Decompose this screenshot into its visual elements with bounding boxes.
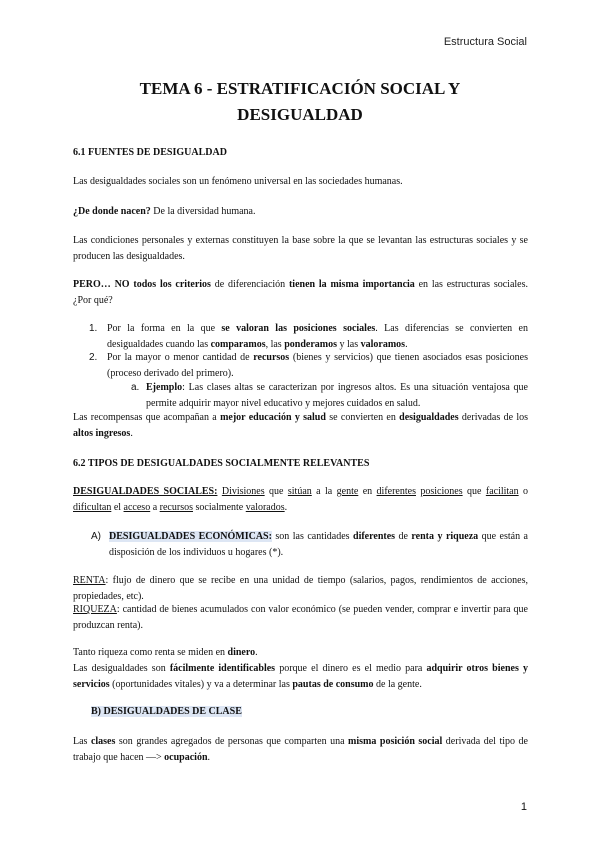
paragraph-2 bbox=[73, 204, 528, 220]
title-line-1: TEMA 6 - ESTRATIFICACIÓN SOCIAL Y bbox=[139, 79, 461, 98]
section-6-2-heading: 6.2 TIPOS DE DESIGUALDADES SOCIALMENTE RELEVANTES bbox=[73, 458, 370, 469]
paragraph-4 bbox=[73, 277, 528, 309]
document-title bbox=[72, 76, 528, 128]
bold-text: ¿De donde nacen? bbox=[73, 206, 151, 217]
bold-text: tienen la misma importancia bbox=[288, 279, 415, 290]
text: De la diversidad humana. bbox=[150, 206, 256, 217]
list-text: Por la forma en la que se valoran las posiciones sociales. Las diferencias se convierten en desigualdades cuando las comparamos, las ponderamos y las valoramos. bbox=[107, 323, 528, 350]
sub-list-item-a bbox=[131, 380, 528, 412]
text: en las estructuras sociales. ¿Por qué? bbox=[73, 279, 528, 306]
list-number: 2. bbox=[89, 352, 98, 363]
list-item-2 bbox=[89, 350, 528, 382]
list-number: 1. bbox=[89, 323, 98, 334]
paragraph-6: Tanto riqueza como renta se miden en dinero. bbox=[73, 647, 258, 658]
paragraph-5: Las recompensas que acompañan a mejor educación y salud se convierten en desigualdades derivadas de los altos ingresos. bbox=[73, 412, 528, 439]
section-6-1-heading: 6.1 FUENTES DE DESIGUALDAD bbox=[73, 147, 227, 158]
paragraph-8: Las clases son grandes agregados de personas que comparten una misma posición social derivada del tipo de trabajo que hacen —> ocupación. bbox=[73, 736, 528, 763]
running-header: Estructura Social bbox=[443, 36, 527, 48]
riqueza-definition: RIQUEZA: cantidad de bienes acumulados con valor económico (se pueden vender, comprar e invertir para que produzcan renta). bbox=[73, 604, 528, 631]
paragraph-7: Las desigualdades son fácilmente identificables porque el dinero es el medio para adquirir otros bienes y servicios (oportunidades vitales) y va a determinar las pautas de consumo de la gente. bbox=[73, 663, 528, 690]
paragraph-1: Las desigualdades sociales son un fenómeno universal en las sociedades humanas. bbox=[73, 176, 403, 187]
item-A-economic bbox=[91, 529, 528, 561]
list-letter: A) bbox=[91, 531, 101, 542]
definition-paragraph: DESIGUALDADES SOCIALES: Divisiones que sitúan a la gente en diferentes posiciones que facilitan o dificultan el acceso a recursos socialmente valorados. bbox=[73, 486, 529, 513]
list-text: DESIGUALDADES ECONÓMICAS: son las cantidades diferentes de renta y riqueza que están a disposición de los individuos u hogares (*). bbox=[109, 531, 528, 558]
renta-definition: RENTA: flujo de dinero que se recibe en una unidad de tiempo (salarios, pagos, rendimientos de acciones, propiedades, etc). bbox=[73, 575, 528, 602]
list-text: Por la mayor o menor cantidad de recursos (bienes y servicios) que tienen asociados esas posiciones (proceso derivado del primero). bbox=[107, 352, 528, 379]
list-item-1 bbox=[89, 321, 528, 353]
text: de diferenciación bbox=[210, 279, 289, 290]
list-letter: a. bbox=[131, 382, 140, 393]
page-number: 1 bbox=[520, 801, 527, 813]
bold-text: PERO… NO todos los criterios bbox=[73, 279, 211, 290]
list-text: Ejemplo: Las clases altas se caracterizan por ingresos altos. Es una situación ventajosa que permite adquirir mayor nivel educativo y mejores cuidados en salud. bbox=[146, 382, 528, 409]
item-B-class-heading: B) DESIGUALDADES DE CLASE bbox=[91, 706, 242, 717]
title-line-2: DESIGUALDAD bbox=[237, 105, 363, 124]
paragraph-3: Las condiciones personales y externas constituyen la base sobre la que se levantan las estructuras sociales y se producen las desigualdades. bbox=[73, 235, 528, 262]
